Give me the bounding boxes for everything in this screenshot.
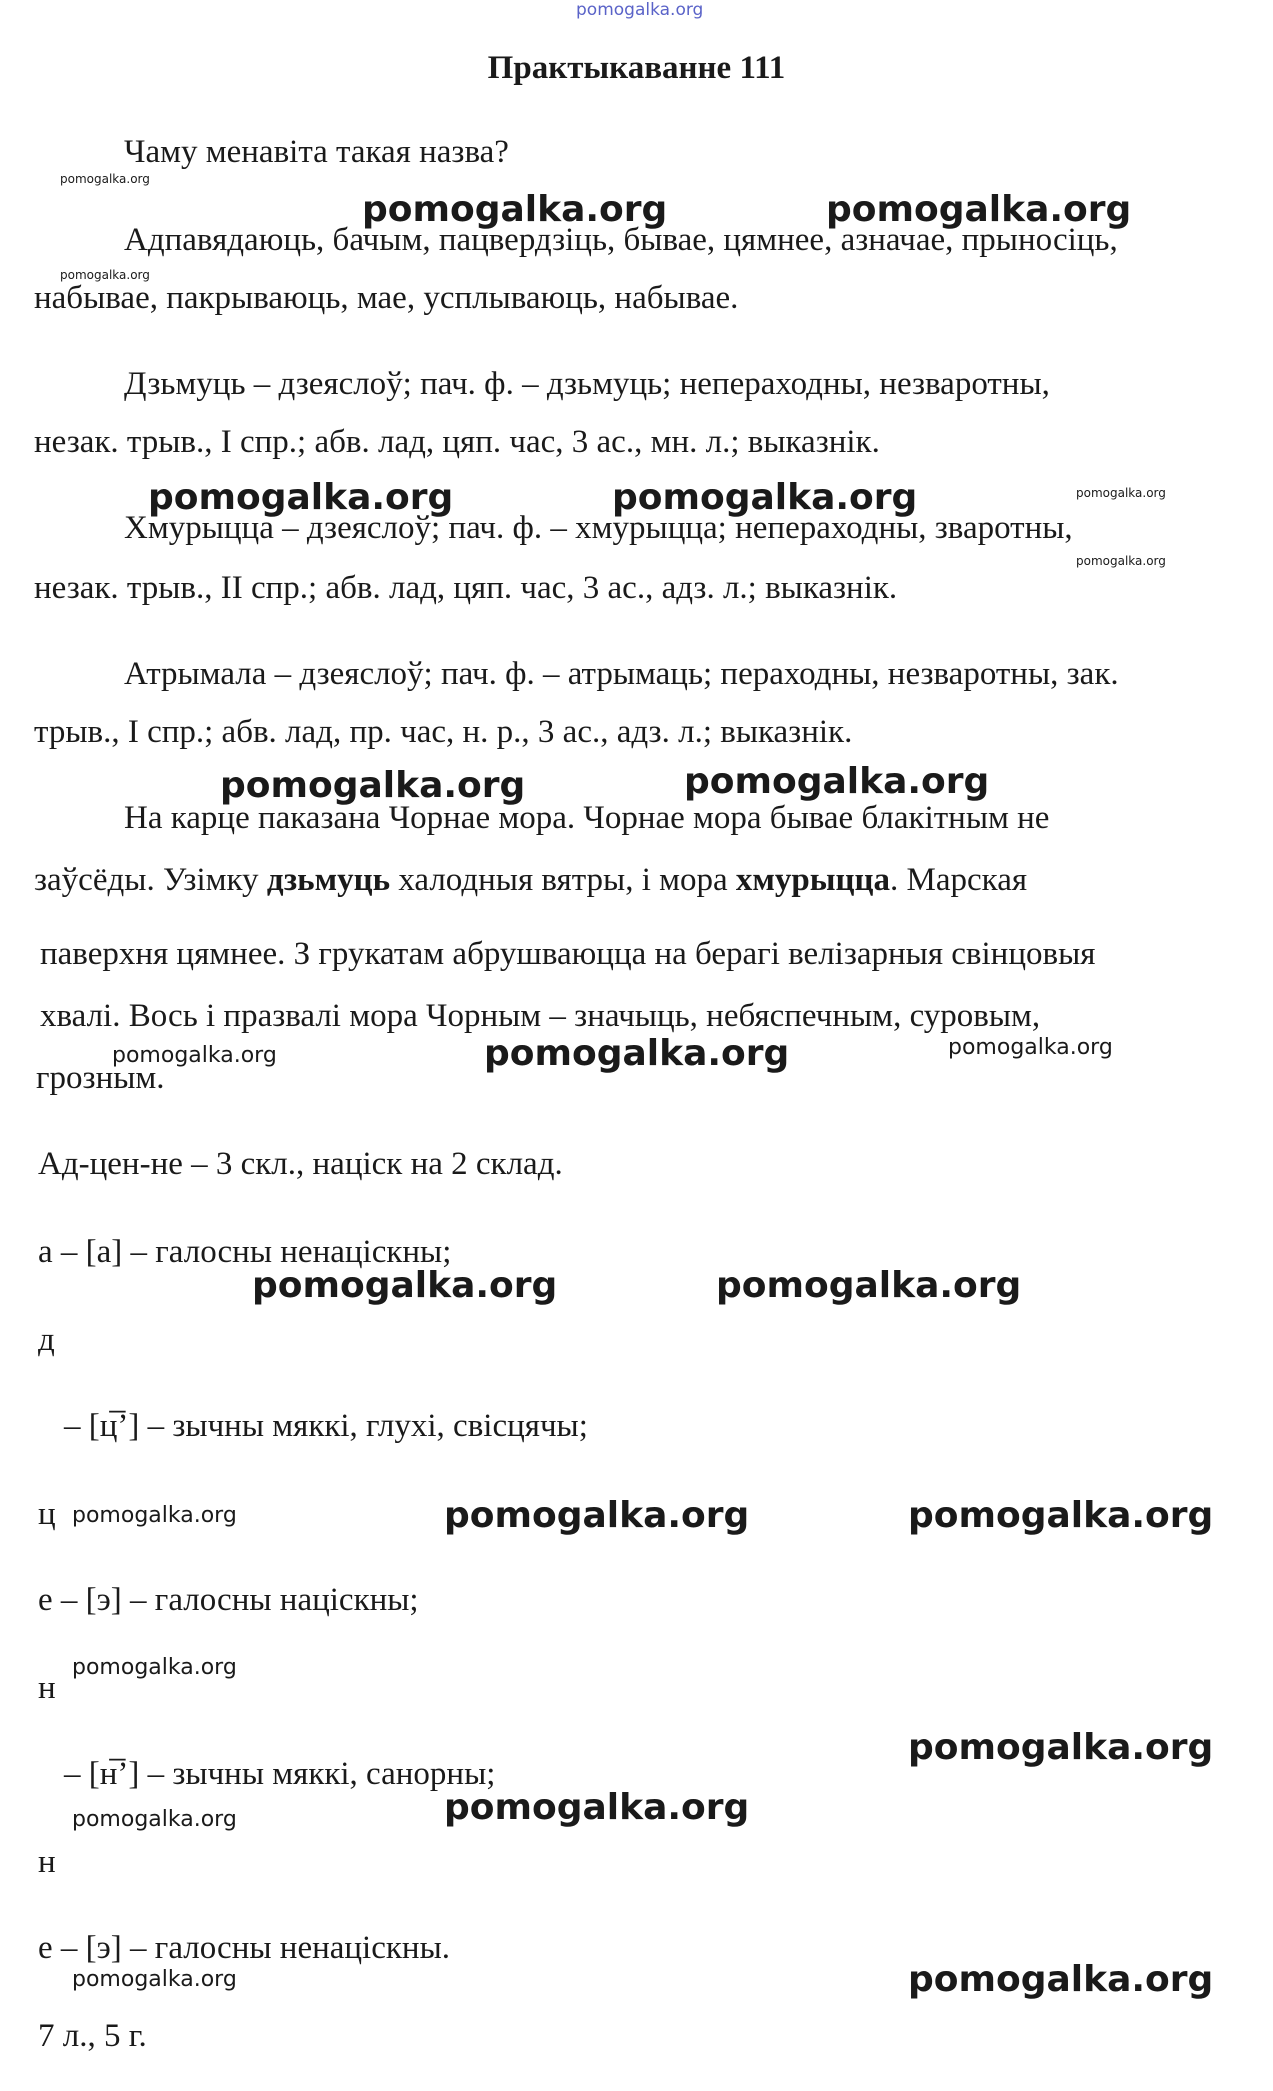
text-line-21: н bbox=[38, 1670, 56, 1706]
text-line-15: Ад-цен-не – 3 скл., націск на 2 склад. bbox=[38, 1146, 563, 1182]
watermark: pomogalka.org bbox=[60, 172, 150, 186]
watermark: pomogalka.org bbox=[72, 1655, 237, 1680]
text-line-13: хвалі. Вось і празвалі мора Чорным – значыць, небяспечным, суровым, bbox=[40, 998, 1041, 1034]
watermark-top: pomogalka.org bbox=[576, 0, 704, 20]
page-title: Практыкаванне 111 bbox=[487, 50, 786, 86]
text-line-3: набывае, пакрываюць, мае, усплываюць, набывае. bbox=[34, 280, 739, 316]
text-line-11-part-3: . Марская bbox=[890, 862, 1028, 898]
text-line-22: – [н̅’] – зычны мяккі, санорны; bbox=[64, 1756, 496, 1792]
watermark: pomogalka.org bbox=[1076, 554, 1166, 568]
text-line-11-part-1: заўсёды. Узімку bbox=[34, 862, 267, 898]
text-line-18: – [ц̅’] – зычны мяккі, глухі, свісцячы; bbox=[64, 1408, 588, 1444]
watermark: pomogalka.org bbox=[444, 1495, 750, 1536]
bold-word-khmurytstsa: хмурыцца bbox=[735, 862, 891, 898]
text-line-6: Хмурыцца – дзеяслоў; пач. ф. – хмурыцца; непераходны, зваротны, bbox=[124, 510, 1073, 546]
text-line-23: н bbox=[38, 1844, 56, 1880]
watermark: pomogalka.org bbox=[60, 268, 150, 282]
watermark: pomogalka.org bbox=[684, 761, 990, 802]
watermark: pomogalka.org bbox=[716, 1265, 1022, 1306]
watermark: pomogalka.org bbox=[484, 1033, 790, 1074]
text-line-19: ц bbox=[38, 1496, 56, 1532]
text-line-4: Дзьмуць – дзеяслоў; пач. ф. – дзьмуць; непераходны, незваротны, bbox=[124, 366, 1050, 402]
text-line-20: е – [э] – галосны націскны; bbox=[38, 1582, 419, 1618]
watermark: pomogalka.org bbox=[112, 1043, 277, 1068]
text-line-12: паверхня цямнее. З грукатам абрушваюцца на берагі велізарныя свінцовыя bbox=[40, 936, 1096, 972]
watermark: pomogalka.org bbox=[826, 189, 1132, 230]
watermark: pomogalka.org bbox=[908, 1959, 1214, 2000]
text-line-8: Атрымала – дзеяслоў; пач. ф. – атрымаць; пераходны, незваротны, зак. bbox=[124, 656, 1119, 692]
watermark: pomogalka.org bbox=[908, 1727, 1214, 1768]
watermark: pomogalka.org bbox=[362, 189, 668, 230]
text-line-11-part-2: халодныя вятры, і мора bbox=[390, 862, 736, 898]
text-line-24: е – [э] – галосны ненаціскны. bbox=[38, 1930, 450, 1966]
watermark: pomogalka.org bbox=[72, 1967, 237, 1992]
watermark: pomogalka.org bbox=[908, 1495, 1214, 1536]
text-line-16: а – [а] – галосны ненаціскны; bbox=[38, 1234, 452, 1270]
watermark: pomogalka.org bbox=[72, 1503, 237, 1528]
text-line-10: На карце паказана Чорнае мора. Чорнае мора бывае блакітным не bbox=[124, 800, 1050, 836]
text-line-25: 7 л., 5 г. bbox=[38, 2018, 147, 2054]
watermark: pomogalka.org bbox=[220, 765, 526, 806]
watermark: pomogalka.org bbox=[1076, 486, 1166, 500]
watermark: pomogalka.org bbox=[444, 1787, 750, 1828]
text-line-1: Чаму менавіта такая назва? bbox=[124, 134, 509, 170]
text-line-2: Адпавядаюць, бачым, пацвердзіць, бывае, цямнее, азначае, прыносіць, bbox=[124, 222, 1118, 258]
watermark: pomogalka.org bbox=[148, 477, 454, 518]
text-line-17: д bbox=[38, 1322, 55, 1358]
watermark: pomogalka.org bbox=[252, 1265, 558, 1306]
watermark: pomogalka.org bbox=[948, 1035, 1113, 1060]
text-line-9: трыв., I спр.; абв. лад, пр. час, н. р., 3 ас., адз. л.; выказнік. bbox=[34, 714, 853, 750]
text-line-14: грозным. bbox=[36, 1060, 165, 1096]
text-line-5: незак. трыв., I спр.; абв. лад, цяп. час, 3 ас., мн. л.; выказнік. bbox=[34, 424, 880, 460]
watermark: pomogalka.org bbox=[612, 477, 918, 518]
text-line-11 bbox=[34, 860, 1027, 900]
watermark: pomogalka.org bbox=[72, 1807, 237, 1832]
bold-word-dzmuts: дзьмуць bbox=[266, 862, 391, 898]
text-line-7: незак. трыв., II спр.; абв. лад, цяп. час, 3 ас., адз. л.; выказнік. bbox=[34, 570, 898, 606]
